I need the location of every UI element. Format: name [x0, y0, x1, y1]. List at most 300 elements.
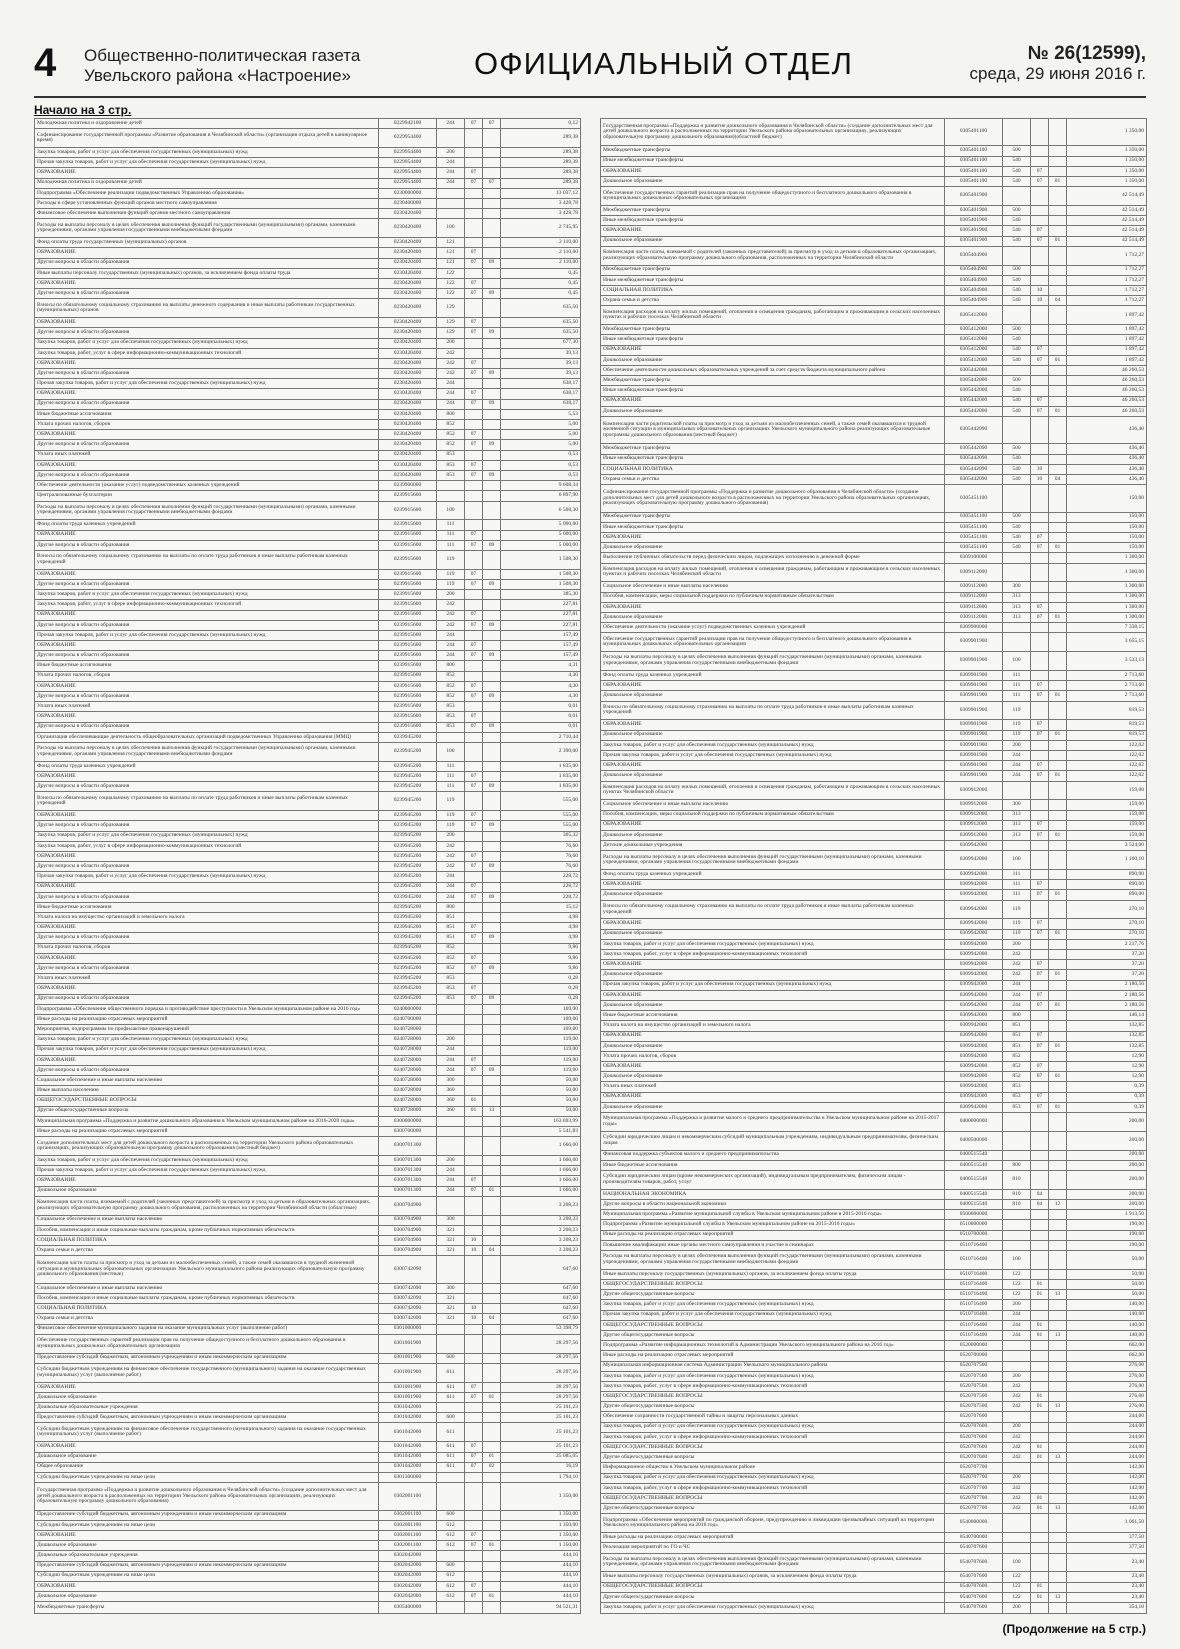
table-row: [35, 1520, 581, 1530]
amount-cell: 2 713,60: [1067, 670, 1147, 680]
section-code-cell: [1031, 1171, 1049, 1190]
section-code-cell: [465, 1004, 483, 1014]
subsection-code-cell: [1049, 1381, 1067, 1391]
subsection-code-cell: [483, 742, 501, 761]
subsection-code-cell: [483, 460, 501, 470]
table-row: [601, 1269, 1147, 1279]
amount-cell: 2 110,00: [501, 258, 581, 268]
amount-cell: 132,85: [1067, 1031, 1147, 1041]
expense-name-cell: Другие общегосударственные вопросы: [601, 1290, 945, 1300]
target-article-code-cell: 0239945200: [379, 792, 437, 811]
amount-cell: 1 835,00: [501, 782, 581, 792]
target-article-code-cell: 0230420400: [379, 268, 437, 278]
table-row: [601, 633, 1147, 652]
subsection-code-cell: [483, 590, 501, 600]
target-article-code-cell: 0305404900: [945, 265, 1003, 275]
expense-type-code-cell: 800: [437, 409, 465, 419]
expense-type-code-cell: 242: [437, 610, 465, 620]
subsection-code-cell: 09: [483, 440, 501, 450]
target-article-code-cell: 0239915600: [379, 651, 437, 661]
section-code-cell: [1031, 216, 1049, 226]
expense-type-code-cell: 500: [1003, 376, 1031, 386]
table-row: [35, 964, 581, 974]
expense-name-cell: Закупка товаров, работ, услуг в сфере информационно-коммуникационных технологий: [601, 1432, 945, 1442]
amount-cell: 50,00: [1067, 1269, 1147, 1279]
table-row: [35, 248, 581, 258]
expense-name-cell: ОБРАЗОВАНИЕ: [601, 1031, 945, 1041]
expense-type-code-cell: [1003, 119, 1031, 146]
amount-cell: 150,00: [1067, 485, 1147, 512]
expense-name-cell: Общее образование: [35, 1462, 379, 1472]
table-row: [601, 345, 1147, 355]
section-code-cell: 07: [465, 1055, 483, 1065]
target-article-code-cell: 0305404900: [945, 275, 1003, 285]
target-article-code-cell: 0305401900: [945, 206, 1003, 216]
table-row: [35, 692, 581, 702]
subsection-code-cell: [483, 872, 501, 882]
newspaper-name: [84, 46, 360, 86]
target-article-code-cell: 0305442090: [945, 444, 1003, 454]
subsection-code-cell: [1049, 386, 1067, 396]
amount-cell: 289,38: [501, 168, 581, 178]
amount-cell: 159,00: [1067, 781, 1147, 800]
target-article-code-cell: 0239945200: [379, 902, 437, 912]
expense-type-code-cell: 244: [1003, 990, 1031, 1000]
expense-type-code-cell: 540: [1003, 177, 1031, 187]
target-article-code-cell: 0230420400: [379, 209, 437, 219]
target-article-code-cell: 0239915600: [379, 681, 437, 691]
amount-cell: 227,81: [501, 610, 581, 620]
target-article-code-cell: 0229954400: [379, 158, 437, 168]
expense-name-cell: ОБРАЗОВАНИЕ: [35, 1581, 379, 1591]
section-code-cell: 10: [465, 1314, 483, 1324]
target-article-code-cell: 0230420400: [379, 470, 437, 480]
expense-type-code-cell: 540: [1003, 216, 1031, 226]
section-code-cell: [1031, 623, 1049, 633]
expense-type-code-cell: [437, 1196, 465, 1215]
expense-name-cell: СОЦИАЛЬНАЯ ПОЛИТИКА: [601, 464, 945, 474]
table-row: [601, 730, 1147, 740]
table-row: [35, 1363, 581, 1382]
table-row: [601, 1443, 1147, 1453]
target-article-code-cell: 0510700000: [945, 1230, 1003, 1240]
expense-name-cell: Дошкольные образовательные учреждения: [35, 1551, 379, 1561]
expense-name-cell: Дошкольное образование: [35, 1392, 379, 1402]
subsection-code-cell: [483, 148, 501, 158]
subsection-code-cell: [1049, 444, 1067, 454]
section-code-cell: [1031, 1361, 1049, 1371]
subsection-code-cell: [483, 1086, 501, 1096]
expense-name-cell: Иные бюджетные ассигнования: [601, 1160, 945, 1170]
expense-type-code-cell: 129: [437, 328, 465, 338]
subsection-code-cell: 01: [1049, 1102, 1067, 1112]
section-code-cell: [1031, 939, 1049, 949]
amount-cell: 1 897,42: [1067, 306, 1147, 325]
section-code-cell: [1031, 1051, 1049, 1061]
expense-name-cell: Фонд оплаты труда государственных (муниципальных) органов: [35, 238, 379, 248]
table-row: [35, 328, 581, 338]
subsection-code-cell: [1049, 1543, 1067, 1553]
section-code-cell: 07: [1031, 236, 1049, 246]
amount-cell: 1 666,00: [501, 1186, 581, 1196]
table-row: [601, 1189, 1147, 1199]
target-article-code-cell: 0520707500: [945, 1371, 1003, 1381]
target-article-code-cell: 0300742090: [379, 1304, 437, 1314]
target-article-code-cell: 0230420400: [379, 238, 437, 248]
subsection-code-cell: [1049, 960, 1067, 970]
target-article-code-cell: 0305401100: [945, 156, 1003, 166]
target-article-code-cell: 0305401900: [945, 226, 1003, 236]
target-article-code-cell: 0239900000: [379, 481, 437, 491]
target-article-code-cell: 0305451100: [945, 533, 1003, 543]
target-article-code-cell: 0309942000: [945, 851, 1003, 870]
table-row: [601, 543, 1147, 553]
table-row: [601, 1582, 1147, 1592]
subsection-code-cell: 09: [483, 579, 501, 589]
expense-type-code-cell: 612: [437, 1530, 465, 1540]
amount-cell: 436,40: [1067, 444, 1147, 454]
amount-cell: 2 713,60: [1067, 691, 1147, 701]
subsection-code-cell: 13: [1049, 1504, 1067, 1514]
amount-cell: 635,50: [501, 318, 581, 328]
amount-cell: 555,00: [501, 811, 581, 821]
target-article-code-cell: 0520000000: [945, 1341, 1003, 1351]
expense-type-code-cell: 244: [437, 158, 465, 168]
amount-cell: 159,00: [1067, 830, 1147, 840]
section-code-cell: 07: [1031, 602, 1049, 612]
expense-type-code-cell: 244: [437, 379, 465, 389]
amount-cell: 3 428,78: [501, 198, 581, 208]
subsection-code-cell: [483, 1403, 501, 1413]
section-code-cell: [465, 1561, 483, 1571]
expense-name-cell: Расходы в сфере установленных функций органов местного самоуправления: [35, 198, 379, 208]
table-row: [601, 216, 1147, 226]
subsection-code-cell: 02: [483, 1462, 501, 1472]
target-article-code-cell: 0309112000: [945, 563, 1003, 582]
table-row: [35, 530, 581, 540]
amount-cell: 6 897,90: [501, 491, 581, 501]
expense-name-cell: Взносы по обязательному социальному страхованию на выплаты денежного содержания и иные выплаты работникам государственных (муниципальных) органов: [35, 299, 379, 318]
subsection-code-cell: [483, 1483, 501, 1511]
expense-name-cell: Другие вопросы в области образования: [35, 722, 379, 732]
expense-type-code-cell: [437, 732, 465, 742]
expense-type-code-cell: 540: [1003, 396, 1031, 406]
section-code-cell: [465, 902, 483, 912]
amount-cell: 37,20: [1067, 950, 1147, 960]
target-article-code-cell: 0309942000: [945, 900, 1003, 919]
table-row: [601, 701, 1147, 720]
target-article-code-cell: 0309901900: [945, 730, 1003, 740]
expense-name-cell: ОБРАЗОВАНИЕ: [35, 1530, 379, 1540]
table-row: [601, 444, 1147, 454]
expense-name-cell: Охрана семьи и детства: [35, 1246, 379, 1256]
subsection-code-cell: 09: [483, 821, 501, 831]
table-row: [35, 590, 581, 600]
newspaper-name-line2: Увельского района «Настроение»: [84, 66, 351, 85]
target-article-code-cell: 0309942000: [945, 1082, 1003, 1092]
expense-name-cell: Социальное обеспечение и иные выплаты населению: [601, 582, 945, 592]
expense-type-code-cell: 119: [437, 811, 465, 821]
table-row: [601, 582, 1147, 592]
target-article-code-cell: 0300704900: [379, 1236, 437, 1246]
subsection-code-cell: [483, 1602, 501, 1614]
expense-name-cell: Иные бюджетные ассигнования: [35, 409, 379, 419]
target-article-code-cell: 0520707600: [945, 1412, 1003, 1422]
subsection-code-cell: [1049, 1280, 1067, 1290]
expense-type-code-cell: 111: [1003, 670, 1031, 680]
target-article-code-cell: 0302042000: [379, 1571, 437, 1581]
table-row: [601, 970, 1147, 980]
table-row: [35, 1166, 581, 1176]
section-code-cell: [1031, 1082, 1049, 1092]
expense-name-cell: СОЦИАЛЬНАЯ ПОЛИТИКА: [35, 1236, 379, 1246]
expense-type-code-cell: [437, 209, 465, 219]
section-code-cell: [465, 761, 483, 771]
expense-name-cell: Дошкольное образование: [601, 406, 945, 416]
subsection-code-cell: [483, 268, 501, 278]
subsection-code-cell: [1049, 781, 1067, 800]
section-code-cell: 07: [465, 811, 483, 821]
table-row: [601, 474, 1147, 484]
section-code-cell: [465, 158, 483, 168]
subsection-code-cell: [483, 358, 501, 368]
amount-cell: 244,00: [1067, 1432, 1147, 1442]
section-code-cell: 07: [465, 782, 483, 792]
section-code-cell: [1031, 119, 1049, 146]
expense-name-cell: Другие общегосударственные вопросы: [601, 1453, 945, 1463]
table-row: [601, 670, 1147, 680]
masthead: [34, 40, 1146, 92]
expense-type-code-cell: 800: [1003, 1011, 1031, 1021]
expense-name-cell: Обеспечение государственных гарантий реализации прав на получение общедоступного и бесплатного дошкольного образования в муниципальных дошкольных образовательных организациях: [35, 1334, 379, 1353]
section-code-cell: [1031, 1230, 1049, 1240]
section-code-cell: [1031, 592, 1049, 602]
target-article-code-cell: 0400515540: [945, 1200, 1003, 1210]
subsection-code-cell: [483, 1294, 501, 1304]
expense-name-cell: Уплата налога на имущество организаций и земельного налога: [35, 913, 379, 923]
section-code-cell: 07: [465, 178, 483, 188]
expense-type-code-cell: 611: [437, 1462, 465, 1472]
amount-cell: 12,90: [1067, 1051, 1147, 1061]
amount-cell: 12,90: [1067, 1072, 1147, 1082]
table-row: [35, 923, 581, 933]
amount-cell: 2 110,00: [501, 238, 581, 248]
target-article-code-cell: 0239915600: [379, 579, 437, 589]
expense-name-cell: Обеспечение государственных гарантий реализации прав на получение общедоступного и бесплатного дошкольного образования в муниципальных дошкольных образовательных организациях: [601, 187, 945, 206]
table-row: [35, 1236, 581, 1246]
table-row: [35, 1215, 581, 1225]
section-code-cell: [465, 299, 483, 318]
target-article-code-cell: 0302042000: [379, 1581, 437, 1591]
amount-cell: 25 085,05: [501, 1452, 581, 1462]
expense-name-cell: СОЦИАЛЬНАЯ ПОЛИТИКА: [601, 286, 945, 296]
subsection-code-cell: 09: [483, 369, 501, 379]
table-row: [35, 681, 581, 691]
target-article-code-cell: 0230420400: [379, 299, 437, 318]
target-article-code-cell: 0239945200: [379, 984, 437, 994]
amount-cell: 140,00: [1067, 1320, 1147, 1330]
table-row: [35, 661, 581, 671]
section-code-cell: [465, 1137, 483, 1156]
section-code-cell: [465, 1510, 483, 1520]
table-row: [601, 1041, 1147, 1051]
subsection-code-cell: [1049, 1160, 1067, 1170]
expense-name-cell: Дошкольное образование: [601, 1072, 945, 1082]
expense-type-code-cell: [437, 1324, 465, 1334]
expense-type-code-cell: 540: [1003, 386, 1031, 396]
section-code-cell: 07: [1031, 543, 1049, 553]
expense-type-code-cell: 853: [1003, 1092, 1031, 1102]
subsection-code-cell: 09: [483, 651, 501, 661]
expense-name-cell: Иные межбюджетные трансферты: [601, 275, 945, 285]
target-article-code-cell: 0239945200: [379, 831, 437, 841]
amount-cell: 0,53: [501, 470, 581, 480]
expense-name-cell: Иные выплаты персоналу государственных (муниципальных) органов, за исключением фонда оплаты труда: [601, 1572, 945, 1582]
subsection-code-cell: [1049, 306, 1067, 325]
section-code-cell: 07: [465, 399, 483, 409]
section-code-cell: [465, 188, 483, 198]
section-code-cell: [1031, 1150, 1049, 1160]
expense-type-code-cell: 300: [1003, 800, 1031, 810]
section-code-cell: 10: [1031, 474, 1049, 484]
amount-cell: 25 101,23: [501, 1423, 581, 1442]
section-code-cell: [1031, 670, 1049, 680]
target-article-code-cell: 0309942000: [945, 1062, 1003, 1072]
subsection-code-cell: [483, 1166, 501, 1176]
table-row: [35, 430, 581, 440]
issue-date: среда, 29 июня 2016 г.: [969, 64, 1146, 83]
subsection-code-cell: [1049, 1320, 1067, 1330]
subsection-code-cell: [483, 772, 501, 782]
subsection-code-cell: 01: [483, 1541, 501, 1551]
amount-cell: 1 160,10: [1067, 851, 1147, 870]
section-code-cell: 07: [465, 851, 483, 861]
section-code-cell: [1031, 841, 1049, 851]
expense-type-code-cell: 540: [1003, 286, 1031, 296]
subsection-code-cell: [483, 1196, 501, 1215]
section-code-cell: [465, 1403, 483, 1413]
expense-name-cell: Закупка товаров, работ и услуг для обеспечения государственных (муниципальных) нужд: [35, 1035, 379, 1045]
section-code-cell: 07: [465, 610, 483, 620]
subsection-code-cell: [1049, 1443, 1067, 1453]
expense-name-cell: ОБРАЗОВАНИЕ: [35, 953, 379, 963]
table-row: [35, 1294, 581, 1304]
expense-type-code-cell: 244: [437, 1166, 465, 1176]
subsection-code-cell: [1049, 246, 1067, 265]
table-row: [601, 1062, 1147, 1072]
table-row: [35, 974, 581, 984]
expense-name-cell: Другие вопросы в области образования: [35, 470, 379, 480]
amount-cell: 200,00: [1067, 1150, 1147, 1160]
target-article-code-cell: 0520707700: [945, 1473, 1003, 1483]
target-article-code-cell: 0305412000: [945, 355, 1003, 365]
expense-name-cell: Закупка товаров, работ, услуг в сфере информационно-коммуникационных технологий: [35, 348, 379, 358]
expense-name-cell: ОБРАЗОВАНИЕ: [35, 460, 379, 470]
section-code-cell: 07: [465, 1186, 483, 1196]
expense-name-cell: Взносы по обязательному социальному страхованию на выплаты по оплате труда работников и иные выплаты работникам казенных учреждений: [35, 550, 379, 569]
expense-name-cell: ОБРАЗОВАНИЕ: [35, 358, 379, 368]
section-code-cell: [465, 1283, 483, 1293]
target-article-code-cell: 0239915600: [379, 671, 437, 681]
expense-name-cell: Обеспечение сохранности государственной тайны и защиты персональных данных: [601, 1412, 945, 1422]
target-article-code-cell: 0240728000: [379, 1035, 437, 1045]
expense-name-cell: Дошкольное образование: [601, 1041, 945, 1051]
target-article-code-cell: 0520707600: [945, 1443, 1003, 1453]
subsection-code-cell: [483, 1530, 501, 1540]
expense-name-cell: Выполнение публичных обязательств перед физическим лицом, подлежащих исполнению в денежной форме: [601, 553, 945, 563]
subsection-code-cell: [483, 501, 501, 520]
target-article-code-cell: 0230420400: [379, 379, 437, 389]
target-article-code-cell: 0300704900: [379, 1246, 437, 1256]
table-row: [35, 579, 581, 589]
expense-type-code-cell: 853: [437, 712, 465, 722]
subsection-code-cell: [1049, 226, 1067, 236]
amount-cell: 647,60: [501, 1283, 581, 1293]
expense-type-code-cell: 612: [437, 1581, 465, 1591]
section-code-cell: [465, 1472, 483, 1482]
subsection-code-cell: [1049, 1412, 1067, 1422]
target-article-code-cell: 0302001100: [379, 1541, 437, 1551]
target-article-code-cell: 0520707500: [945, 1361, 1003, 1371]
amount-cell: 5 000,00: [501, 530, 581, 540]
amount-cell: 276,00: [1067, 1381, 1147, 1391]
subsection-code-cell: [483, 389, 501, 399]
amount-cell: 42 514,49: [1067, 206, 1147, 216]
issue-number: № 26(12599),: [1027, 43, 1146, 64]
expense-type-code-cell: 119: [1003, 929, 1031, 939]
amount-cell: 190,00: [1067, 1240, 1147, 1250]
target-article-code-cell: 0301300000: [379, 1472, 437, 1482]
expense-name-cell: Обеспечение государственных гарантий реализации прав на получение общедоступного и бесплатного дошкольного образования в муниципальных дошкольных образовательных организациях: [601, 633, 945, 652]
table-row: [601, 1082, 1147, 1092]
amount-cell: 1 897,42: [1067, 335, 1147, 345]
target-article-code-cell: 0302001100: [379, 1510, 437, 1520]
subsection-code-cell: [1049, 275, 1067, 285]
expense-type-code-cell: 242: [437, 851, 465, 861]
target-article-code-cell: 0239915600: [379, 692, 437, 702]
subsection-code-cell: [1049, 187, 1067, 206]
subsection-code-cell: [1049, 416, 1067, 443]
amount-cell: 4,98: [501, 933, 581, 943]
expense-name-cell: Иные выплаты персоналу государственных (муниципальных) органов, за исключением фонда оплаты труда: [35, 268, 379, 278]
subsection-code-cell: 01: [1049, 236, 1067, 246]
expense-name-cell: ОБРАЗОВАНИЕ: [601, 919, 945, 929]
target-article-code-cell: 0309942000: [945, 1011, 1003, 1021]
expense-type-code-cell: [1003, 1131, 1031, 1150]
subsection-code-cell: [483, 569, 501, 579]
section-code-cell: [465, 198, 483, 208]
amount-cell: 50,00: [501, 1086, 581, 1096]
expense-type-code-cell: 540: [1003, 275, 1031, 285]
table-row: [35, 420, 581, 430]
section-code-cell: 01: [1031, 1504, 1049, 1514]
table-row: [601, 800, 1147, 810]
subsection-code-cell: [483, 1137, 501, 1156]
expense-type-code-cell: 111: [437, 540, 465, 550]
amount-cell: 39,13: [501, 369, 581, 379]
expense-type-code-cell: [1003, 1113, 1031, 1132]
expense-name-cell: Дошкольное образование: [601, 830, 945, 840]
amount-cell: 0,39: [1067, 1092, 1147, 1102]
target-article-code-cell: 0510716400: [945, 1290, 1003, 1300]
amount-cell: 1 712,27: [1067, 275, 1147, 285]
table-row: [35, 399, 581, 409]
section-code-cell: [1031, 582, 1049, 592]
amount-cell: 3 208,23: [501, 1215, 581, 1225]
table-row: [601, 950, 1147, 960]
subsection-code-cell: [1049, 1473, 1067, 1483]
table-row: [35, 1137, 581, 1156]
